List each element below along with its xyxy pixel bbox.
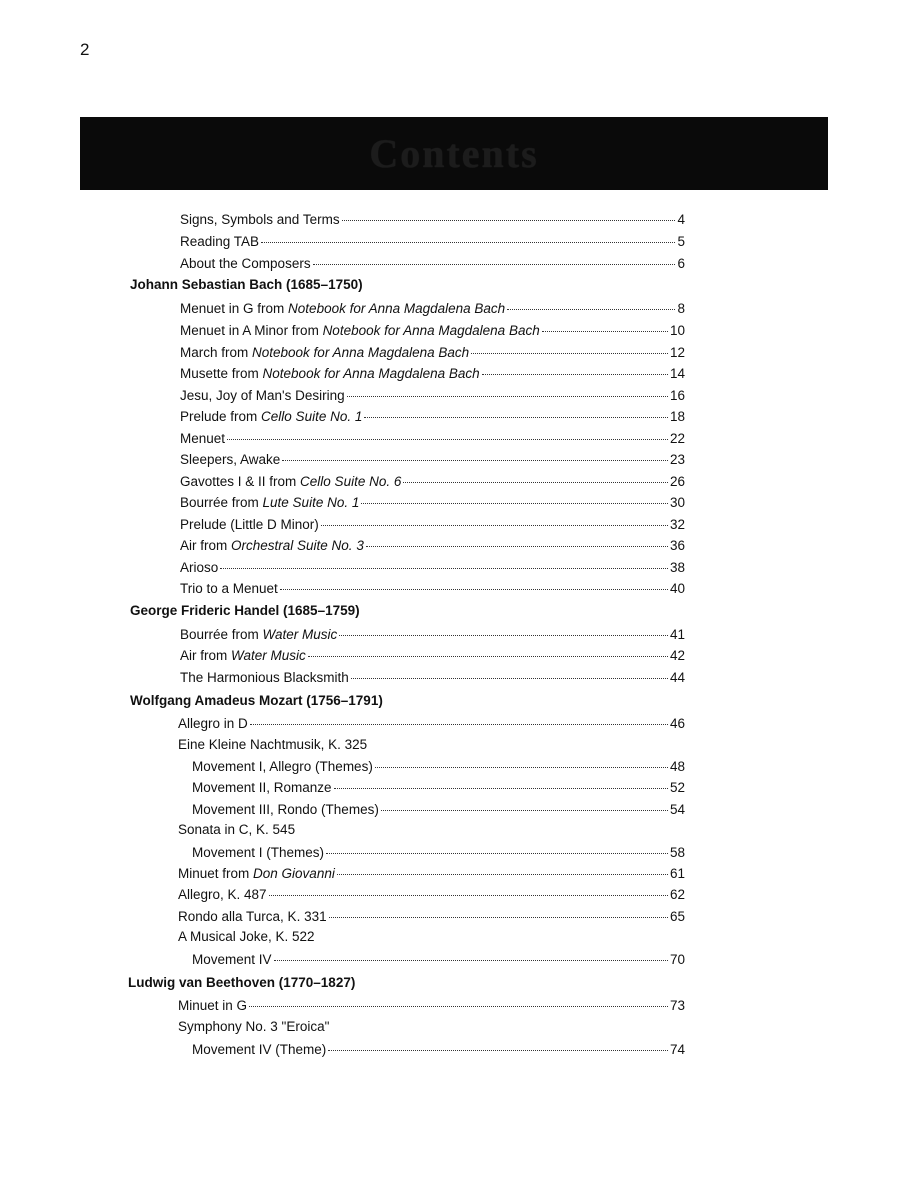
toc-subheading: Symphony No. 3 "Eroica" xyxy=(178,1019,330,1034)
toc-entry[interactable]: Sleepers, Awake 23 xyxy=(180,452,685,467)
leader-dots xyxy=(261,242,675,243)
composer-heading-bach: Johann Sebastian Bach (1685–1750) xyxy=(130,277,363,292)
toc-entry[interactable]: Air from Orchestral Suite No. 3 36 xyxy=(180,538,685,553)
toc-subheading: A Musical Joke, K. 522 xyxy=(178,929,315,944)
toc-entry[interactable]: Rondo alla Turca, K. 331 65 xyxy=(178,909,685,924)
toc-entry[interactable]: Menuet in A Minor from Notebook for Anna Magdalena Bach 10 xyxy=(180,323,685,338)
composer-heading-handel: George Frideric Handel (1685–1759) xyxy=(130,603,360,618)
toc-entry[interactable]: Movement II, Romanze 52 xyxy=(192,780,685,795)
toc-entry[interactable]: Movement I (Themes) 58 xyxy=(192,845,685,860)
toc-entry[interactable]: Movement IV 70 xyxy=(192,952,685,967)
toc-entry[interactable]: Arioso 38 xyxy=(180,560,685,575)
toc-entry[interactable]: Trio to a Menuet 40 xyxy=(180,581,685,596)
toc-entry[interactable]: The Harmonious Blacksmith 44 xyxy=(180,670,685,685)
toc-entry[interactable]: Menuet 22 xyxy=(180,431,685,446)
toc-entry[interactable]: Allegro, K. 487 62 xyxy=(178,887,685,902)
toc-subheading: Sonata in C, K. 545 xyxy=(178,822,296,837)
composer-heading-beethoven: Ludwig van Beethoven (1770–1827) xyxy=(128,975,356,990)
toc-entry[interactable]: Prelude from Cello Suite No. 1 18 xyxy=(180,409,685,424)
toc-entry[interactable]: Movement III, Rondo (Themes) 54 xyxy=(192,802,685,817)
toc-entry[interactable]: Minuet from Don Giovanni 61 xyxy=(178,866,685,881)
toc-entry-signs[interactable]: Signs, Symbols and Terms 4 xyxy=(180,212,685,227)
toc-entry[interactable]: Musette from Notebook for Anna Magdalena Bach 14 xyxy=(180,366,685,381)
toc-entry[interactable]: Jesu, Joy of Man's Desiring 16 xyxy=(180,388,685,403)
toc-entry[interactable]: Prelude (Little D Minor) 32 xyxy=(180,517,685,532)
toc-entry[interactable]: Bourrée from Water Music 41 xyxy=(180,627,685,642)
toc-entry[interactable]: Bourrée from Lute Suite No. 1 30 xyxy=(180,495,685,510)
toc-entry[interactable]: March from Notebook for Anna Magdalena Bach 12 xyxy=(180,345,685,360)
toc-entry-about-composers[interactable]: About the Composers 6 xyxy=(180,256,685,271)
banner-title: Contents xyxy=(369,131,539,176)
leader-dots xyxy=(342,220,676,221)
toc-entry[interactable]: Movement IV (Theme) 74 xyxy=(192,1042,685,1057)
toc-entry-reading-tab[interactable]: Reading TAB 5 xyxy=(180,234,685,249)
toc-entry[interactable]: Movement I, Allegro (Themes) 48 xyxy=(192,759,685,774)
toc-entry[interactable]: Allegro in D 46 xyxy=(178,716,685,731)
leader-dots xyxy=(313,264,676,265)
composer-heading-mozart: Wolfgang Amadeus Mozart (1756–1791) xyxy=(130,693,383,708)
toc-entry[interactable]: Air from Water Music 42 xyxy=(180,648,685,663)
toc-entry[interactable]: Menuet in G from Notebook for Anna Magdalena Bach 8 xyxy=(180,301,685,316)
toc-entry[interactable]: Minuet in G 73 xyxy=(178,998,685,1013)
page-number: 2 xyxy=(80,40,90,59)
toc-entry[interactable]: Gavottes I & II from Cello Suite No. 6 26 xyxy=(180,474,685,489)
toc-subheading: Eine Kleine Nachtmusik, K. 325 xyxy=(178,737,368,752)
